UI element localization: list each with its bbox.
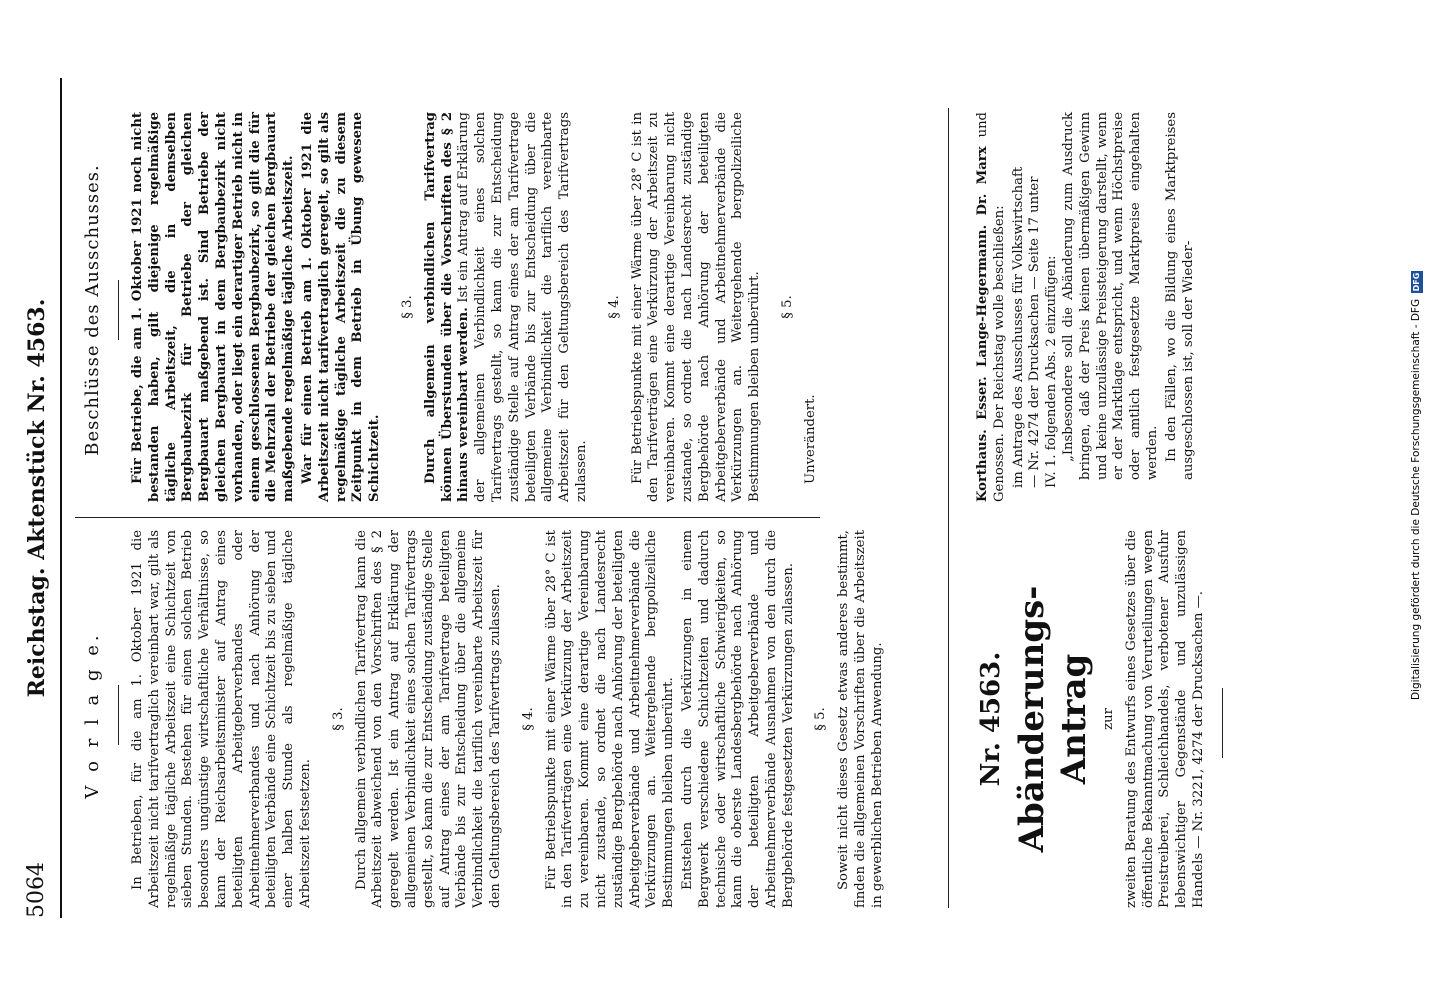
heading-rule-right (118, 280, 119, 340)
page-header (20, 78, 62, 918)
left-paragraph-4a: Für Betriebspunkte mit einer Wärme über 28° C ist in den Tarifverträgen eine Verkürzung der Arbeitszeit zu vereinbaren. Kommt eine derartige Vereinbarung nicht zustande, so ordnet die nach Landesrecht zuständige Bergbehörde nach Anhörung der beteiligten Arbeitgeberverbände und Arbeitnehmerverbände die Verkürzungen an. Weitergehende bergpolizeiliche Bestimmungen bleiben unberührt. (543, 530, 677, 908)
dfg-logo: DFG (1412, 272, 1421, 292)
amendment-right (975, 112, 1199, 502)
amendment-rule (1222, 688, 1223, 758)
right-paragraph-3-rest: Ist ein Antrag auf Erklärung der allgemeinen Verbindlichkeit eines solchen Tarifvertrags gestellt, so kann die zur Entscheidung zuständige Stelle auf Antrag eines der am Tarifvertrage beteiligten Verbände bis zur Entscheidung über die allgemeine Verbindlichkeit die tariflich vereinbarte Arbeitszeit für den Geltungsbereich des Tarifvertrags zulassen. (456, 112, 589, 502)
amendment-movers-rest: und Genossen. Der Reichstag wolle beschließen: (975, 112, 1007, 502)
left-paragraph-2: In Betrieben, für die am 1. Oktober 1921 die Arbeitszeit nicht tarifvertraglich vereinbart war, gilt als regelmäßige tägliche Arbeitszeit eine Schichtzeit von sieben Stunden. Bestehen für einen solchen Betrieb besonders ungünstige wirtschaftliche Verhältnisse, so kann der Reichsarbeitsminister auf Antrag eines beteiligten Arbeitgeberverbandes oder Arbeitnehmerverbandes und nach Anhörung der beteiligten Verbände eine Schichtzeit bis zu sieben und einer halben Stunde als regelmäßige tägliche Arbeitszeit festsetzen. (130, 530, 313, 908)
amendment-quote (1061, 112, 1197, 480)
left-column (130, 530, 889, 908)
page-number: 5064 (24, 862, 49, 918)
right-paragraph-5: Unverändert. (802, 394, 818, 484)
left-paragraph-3: Durch allgemein verbindlichen Tarifvertrag kann die Arbeitszeit abweichend von den Vorschriften des § 2 geregelt werden. Ist ein Antrag auf Erklärung der allgemeinen Verbindlichkeit eines solchen Tarifvertrags gestellt, so kann die zur Entscheidung zuständige Stelle auf Antrag eines der am Tarifvertrage beteiligten Verbände bis zur Entscheidung über die allgemeine Verbindlichkeit die tariflich vereinbarte Arbeitszeit für den Geltungsbereich des Tarifvertrags zulassen. (353, 530, 503, 908)
right-column (130, 112, 821, 502)
right-paragraph-2a: Für Betriebe, die am 1. Oktober 1921 noch nicht bestanden haben, gilt diejenige regelmäßige tägliche Arbeitszeit, die in demselben Bergbaubezirk für Betriebe der gleichen Bergbauart maßgebend ist. Sind Betriebe der gleichen Bergbauart in dem Bergbaubezirk nicht vorhanden, oder liegt ein derartiger Betrieb nicht in einem geschlossenen Bergbaubezirk, so gilt die für die Mehrzahl der Betriebe der gleichen Bergbauart maßgebende regelmäßige tägliche Arbeitszeit. (130, 112, 297, 502)
digitization-note: Digitalisierung gefördert durch die Deutsche Forschungsgemeinschaft - DFG (1410, 298, 1422, 700)
amendment-quote-2: In den Fällen, wo die Bildung eines Marktpreises ausgeschlossen ist, soll der Wieder- (1163, 112, 1196, 480)
amendment-line-2: — Nr. 4274 der Drucksachen — Seite 17 unter (1027, 176, 1043, 488)
right-section-3-label: § 3. (399, 295, 415, 319)
amendment-movers-names: Korthaus. Esser. Lange-Hegermann. Dr. Marx (975, 146, 990, 502)
left-section-5-label: § 5. (813, 707, 829, 731)
right-paragraph-3 (423, 112, 591, 502)
amendment-movers (975, 112, 1009, 502)
amendment-quote-1: „Insbesondere soll die Abänderung zum Ausdruck bringen, daß der Preis keinen übermäßigen Gewinn und keine unzulässige Preissteigerung darstellt, wenn er der Marktlage entspricht, und wenn Höchstpreise oder amtlich festgesetzte Marktpreise eingehalten werden. (1060, 112, 1160, 480)
section-separator (948, 108, 949, 908)
left-section-4-label: § 4. (520, 707, 536, 731)
right-section-5-label: § 5. (779, 295, 795, 319)
right-section-4-label: § 4. (606, 295, 622, 319)
left-paragraph-5: Soweit nicht dieses Gesetz etwas anderes bestimmt, finden die allgemeinen Vorschriften über die Arbeitszeit in gewerblichen Betrieben Anwendung. (836, 530, 885, 908)
amendment-zur: zur (1101, 708, 1116, 730)
left-paragraph-4b: Entstehen durch die Verkürzungen in einem Bergwerk verschiedene Schichtzeiten und dadurch technische oder wirtschaftliche Schwierigkeiten, so kann die oberste Landesbergbehörde nach Anhörung der beteiligten Arbeitgeberverbände und Arbeitnehmerverbände Ausnahmen von den durch die Bergbehörde festgesetzten Verkürzungen zulassen. (679, 530, 796, 908)
right-paragraph-2b: War für einen Betrieb am 1. Oktober 1921 die Arbeitszeit nicht tarifvertraglich geregelt, so gilt als regelmäßige tägliche Arbeitszeit die zu diesem Zeitpunkt in dem Betrieb in Übung gewesene Schichtzeit. (299, 112, 383, 502)
left-column-heading: V o r l a g e. (82, 631, 103, 799)
running-title: Reichstag. Aktenstück Nr. 4563. (24, 298, 50, 698)
right-paragraph-3-bold: Durch allgemein verbindlichen Tarifvertrag können Überstunden über die Vorschriften des § 2 hinaus vereinbart werden. (422, 112, 472, 502)
amendment-instructions (1011, 112, 1061, 488)
column-divider (75, 517, 820, 518)
amendment-line-3: IV. 1. folgenden Abs. 2 einzufügen: (1044, 255, 1060, 488)
amendment-line-1: im Antrage des Ausschusses für Volkswirtschaft (1010, 166, 1026, 488)
right-column-heading: Beschlüsse des Ausschusses. (82, 164, 103, 456)
left-section-3-label: § 3. (330, 707, 346, 731)
amendment-subject: zweiten Beratung des Entwurfs eines Gesetzes über die öffentliche Bekanntmachung von Verurteilungen wegen Preistreiberei, Schleichhandels, verbotener Ausfuhr lebenswichtiger Gegenstände und unzulässigen Handels — Nr. 3221, 4274 der Drucksachen —. (1123, 530, 1206, 908)
amendment-title: Abänderungs-Antrag (1012, 585, 1094, 853)
amendment-left (975, 530, 1223, 908)
amendment-number: Nr. 4563. (976, 651, 1006, 787)
heading-rule-left (118, 685, 119, 745)
right-paragraph-4: Für Betriebspunkte mit einer Wärme über 28° C ist in den Tarifverträgen eine Verkürzung der Arbeitszeit zu vereinbaren. Kommt eine derartige Vereinbarung nicht zustande, so ordnet die nach Landesrecht zuständige Bergbehörde nach Anhörung der beteiligten Arbeitgeberverbände und Arbeitnehmerverbände die Verkürzungen an. Weitergehende bergpolizeiliche Bestimmungen bleiben unberührt. (629, 112, 763, 502)
